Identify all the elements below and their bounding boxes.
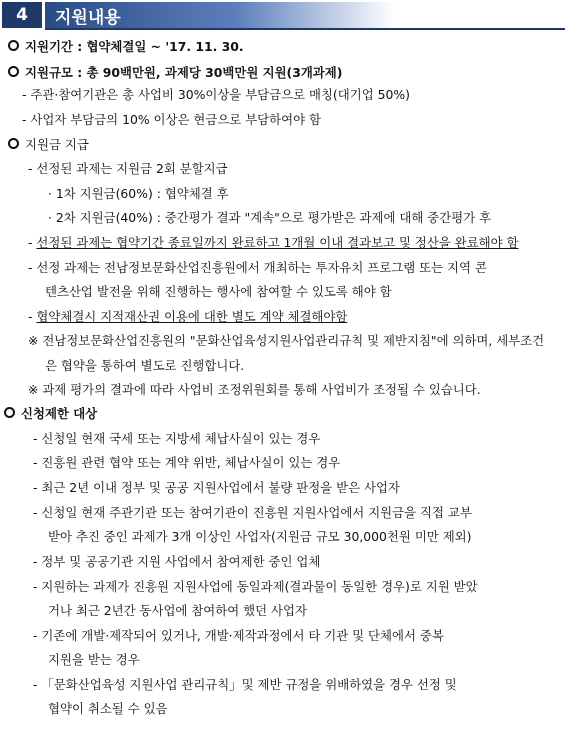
note2: ※ 과제 평가의 결과에 따라 사업비 조정위원회를 통해 사업비가 조정될 수 있습니다.	[28, 382, 481, 397]
scale-sub1: - 주관·참여기관은 총 사업비 30%이상을 부담금으로 매칭(대기업 50%)	[22, 87, 410, 102]
restrict-4-line2: 받아 추진 중인 과제가 3개 이상인 사업자(지원금 규모 30,000천원 미만 제외)	[48, 529, 472, 544]
restrict-6-line2: 거나 최근 2년간 동사업에 참여하여 했던 사업자	[48, 603, 307, 618]
circle-bullet-icon	[8, 138, 19, 149]
pay-sub1: - 선정된 과제는 지원금 2회 분할지급	[28, 161, 228, 176]
circle-bullet-icon	[4, 407, 15, 418]
note1-line1: ※ 전남정보문화산업진흥원의 "문화산업육성지원사업관리규칙 및 제반지침"에 의하며, 세부조건	[28, 333, 545, 348]
pay-sub3-line2: 텐츠산업 발전을 위해 진행하는 행사에 참여할 수 있도록 해야 함	[45, 284, 392, 299]
restrict-5: - 정부 및 공공기관 지원 사업에서 참여제한 중인 업체	[33, 554, 321, 569]
scale-sub2: - 사업자 부담금의 10% 이상은 현금으로 부담하여야 함	[22, 112, 321, 127]
pay-sub2-text: 선정된 과제는 협약기간 종료일까지 완료하고 1개월 이내 결과보고 및 정산을 완료해야 함	[36, 235, 519, 250]
restrict-6-line1: - 지원하는 과제가 진흥원 지원사업에 동일과제(결과물이 동일한 경우)로 지원 받았	[33, 579, 478, 594]
period-item	[8, 39, 244, 55]
section-title: 지원내용	[45, 2, 395, 28]
restrict-text: 신청제한 대상	[21, 406, 98, 421]
restrict-7-line2: 지원을 받는 경우	[48, 652, 140, 667]
pay-sub4-text: 협약체결시 지적재산권 이용에 대한 별도 계약 체결해야함	[36, 309, 348, 324]
pay-sub1-b: · 2차 지원금(40%) : 중간평가 결과 "계속"으로 평가받은 과제에 대해 중간평가 후	[48, 210, 492, 225]
note1-line2: 은 협약을 통하여 별도로 진행합니다.	[45, 358, 245, 373]
pay-sub4	[28, 309, 347, 325]
dash-marker: -	[28, 309, 37, 324]
circle-bullet-icon	[8, 40, 19, 51]
pay-sub2	[28, 235, 519, 251]
payment-item	[8, 137, 89, 153]
section-header	[0, 0, 566, 30]
header-rule	[45, 28, 565, 30]
restrict-3: - 최근 2년 이내 정부 및 공공 지원사업에서 불량 판정을 받은 사업자	[33, 480, 400, 495]
restrict-2: - 진흥원 관련 협약 또는 계약 위반, 체납사실이 있는 경우	[33, 455, 341, 470]
restrict-8-line1: - 「문화산업육성 지원사업 관리규칙」및 제반 규정을 위배하였을 경우 선정 및	[33, 677, 457, 692]
pay-sub3-line1: - 선정 과제는 전남정보문화산업진흥원에서 개최하는 투자유치 프로그램 또는 지역 콘	[28, 260, 487, 275]
section-number: 4	[2, 2, 42, 28]
restrict-8-line2: 협약이 취소될 수 있음	[48, 701, 168, 716]
restrict-4-line1: - 신청일 현재 주관기관 또는 참여기관이 진흥원 지원사업에서 지원금을 직접 교부	[33, 505, 472, 520]
payment-text: 지원금 지급	[25, 137, 89, 152]
restrict-7-line1: - 기존에 개발·제작되어 있거나, 개발·제작과정에서 타 기관 및 단체에서 중복	[33, 628, 444, 643]
dash-marker: -	[28, 235, 37, 250]
period-text: 지원기간 : 협약체결일 ~ '17. 11. 30.	[25, 39, 244, 54]
pay-sub1-a: · 1차 지원금(60%) : 협약체결 후	[48, 186, 229, 201]
scale-item	[8, 65, 342, 81]
restrict-1: - 신청일 현재 국세 또는 지방세 체납사실이 있는 경우	[33, 431, 321, 446]
restrict-item	[4, 406, 97, 422]
circle-bullet-icon	[8, 66, 19, 77]
scale-text: 지원규모 : 총 90백만원, 과제당 30백만원 지원(3개과제)	[25, 65, 343, 80]
